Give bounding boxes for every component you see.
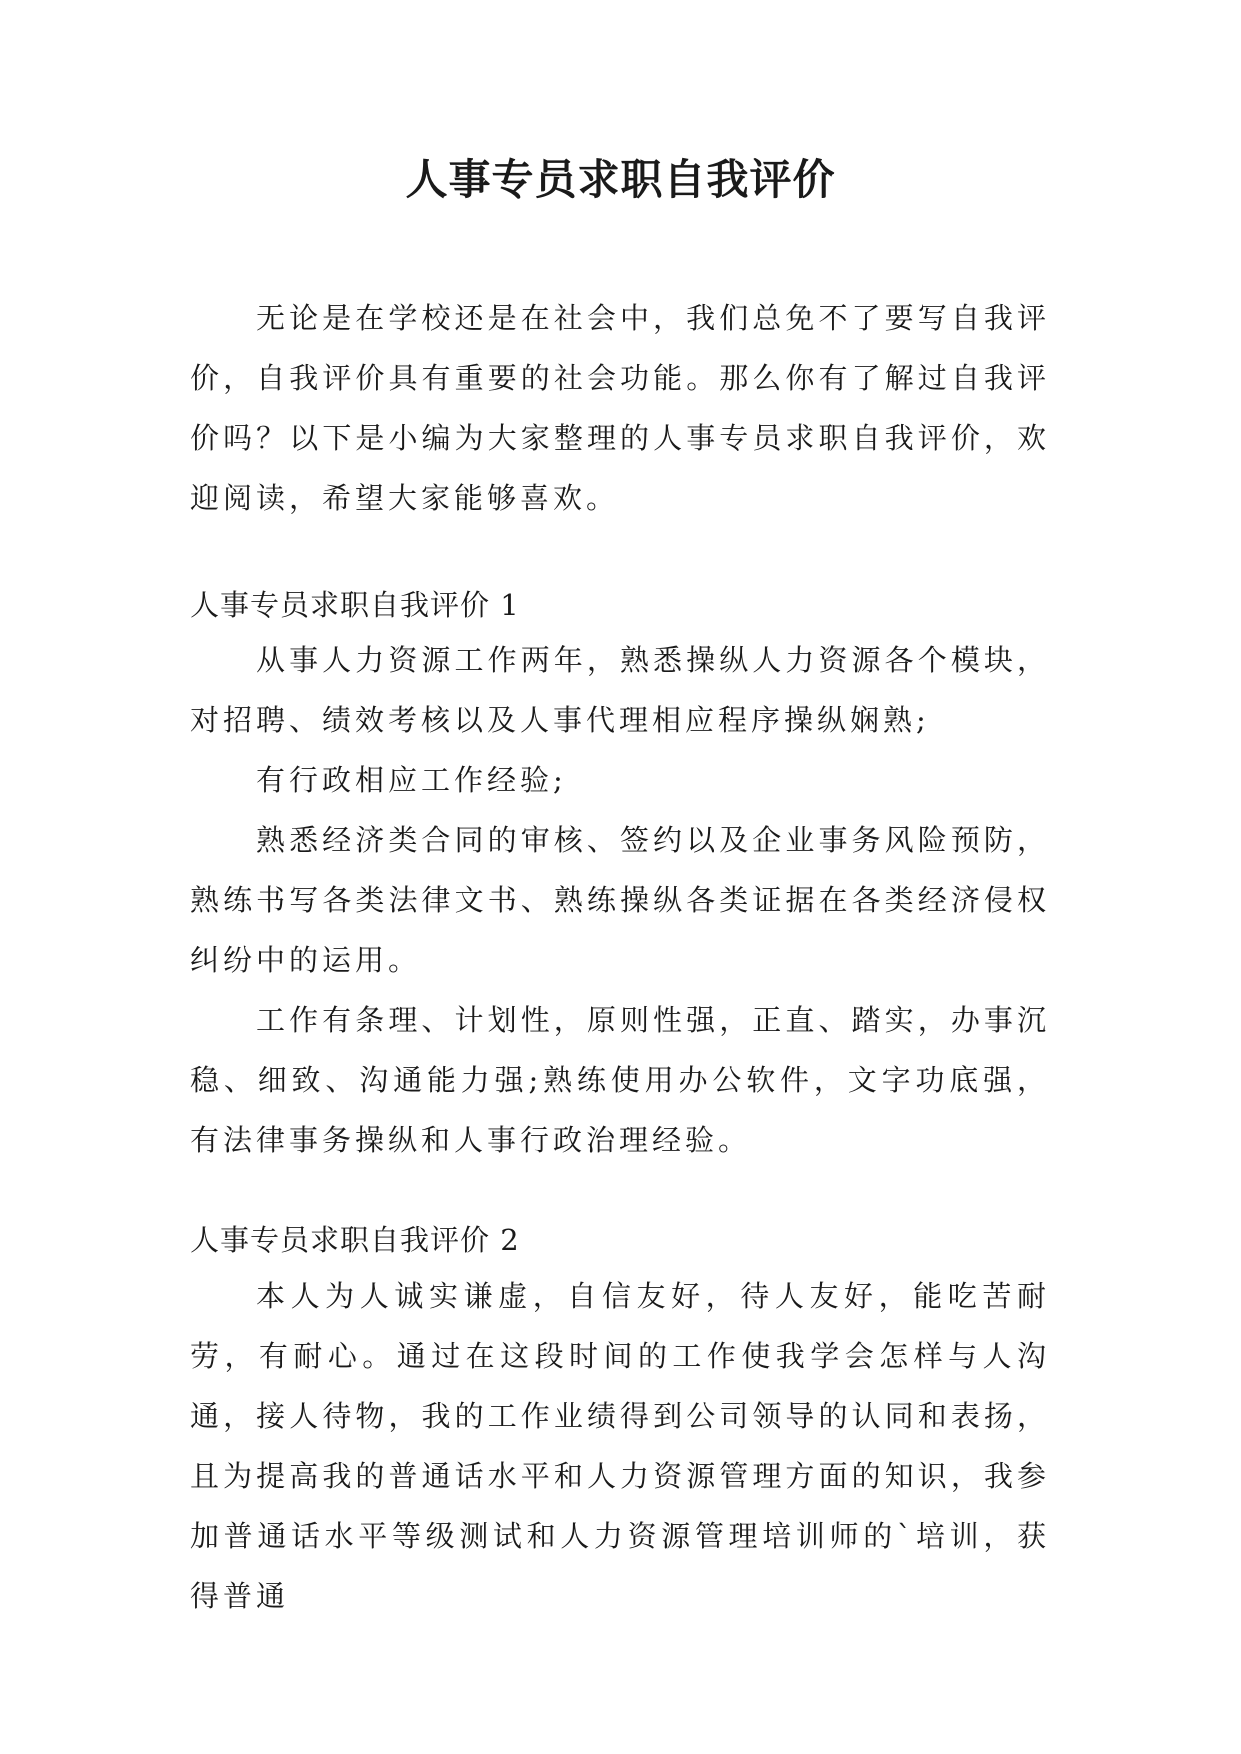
- section-1-paragraph: 工作有条理、计划性，原则性强，正直、踏实，办事沉稳、细致、沟通能力强;熟练使用办公软件，文字功底强，有法律事务操纵和人事行政治理经验。: [190, 1003, 1050, 1157]
- section-heading-2: 人事专员求职自我评价 2: [190, 1223, 520, 1257]
- section-body-2: [190, 1266, 1050, 1626]
- section-2-paragraph: 本人为人诚实谦虚，自信友好，待人友好，能吃苦耐劳，有耐心。通过在这段时间的工作使我学会怎样与人沟通，接人待物，我的工作业绩得到公司领导的认同和表扬，且为提高我的普通话水平和人力资源管理方面的知识，我参加普通话水平等级测试和人力资源管理培训师的`培训，获得普通: [190, 1279, 1050, 1613]
- section-1-paragraph: 有行政相应工作经验;: [256, 763, 567, 797]
- section-1-paragraph: 从事人力资源工作两年，熟悉操纵人力资源各个模块，对招聘、绩效考核以及人事代理相应程序操纵娴熟;: [190, 643, 1050, 737]
- intro-paragraph: 无论是在学校还是在社会中，我们总免不了要写自我评价，自我评价具有重要的社会功能。那么你有了解过自我评价吗？以下是小编为大家整理的人事专员求职自我评价，欢迎阅读，希望大家能够喜欢。: [190, 301, 1050, 515]
- section-body-1: [190, 630, 1050, 1170]
- section-heading-1: 人事专员求职自我评价 1: [190, 588, 520, 622]
- document-title: 人事专员求职自我评价: [405, 155, 836, 204]
- section-1-paragraph: 熟悉经济类合同的审核、签约以及企业事务风险预防，熟练书写各类法律文书、熟练操纵各类证据在各类经济侵权纠纷中的运用。: [190, 823, 1050, 977]
